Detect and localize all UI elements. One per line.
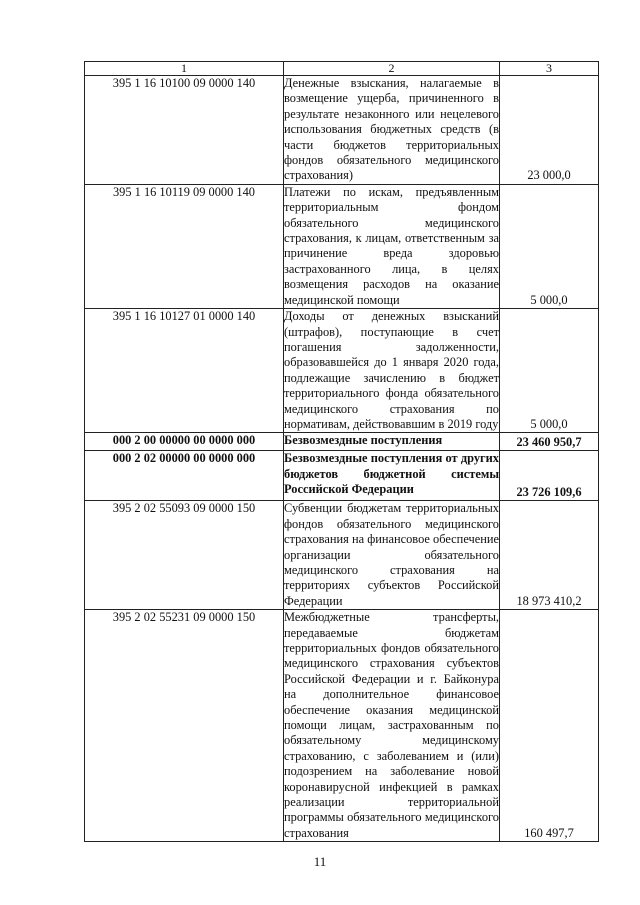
table-row xyxy=(85,184,599,308)
table-header-row xyxy=(85,62,599,76)
column-header-description: 2 xyxy=(284,62,500,76)
budget-revenue-table xyxy=(84,61,599,842)
column-header-amount: 3 xyxy=(500,62,599,76)
budget-code-cell: 000 2 02 00000 00 0000 000 xyxy=(85,451,284,501)
amount-cell: 23 000,0 xyxy=(500,76,599,185)
table-row xyxy=(85,309,599,433)
description-cell: Доходы от денежных взысканий (штрафов), поступающие в счет погашения задолженности, образовавшейся до 1 января 2020 года, подлежащие зачислению в бюджет территориального фонда обязательного медицинского страхования по нормативам, действовавшим в 2019 году xyxy=(284,309,499,431)
budget-code-cell: 395 1 16 10119 09 0000 140 xyxy=(85,184,284,308)
description-cell: Денежные взыскания, налагаемые в возмещение ущерба, причиненного в результате незаконного или нецелевого использования бюджетных средств (в части бюджетов территориальных фондов обязательного медицинского страхования) xyxy=(284,76,499,183)
description-cell: Платежи по искам, предъявленным территориальным фондом обязательного медицинского страхования, к лицам, ответственным за причинение вреда здоровью застрахованного лица, в целях возмещения расходов на оказание медицинской помощи xyxy=(284,184,499,307)
amount-cell: 23 726 109,6 xyxy=(500,451,599,501)
budget-code-cell: 395 2 02 55231 09 0000 150 xyxy=(85,610,284,842)
table-row xyxy=(85,610,599,842)
description-cell: Безвозмездные поступления от других бюджетов бюджетной системы Российской Федерации xyxy=(284,451,500,501)
column-header-code: 1 xyxy=(85,62,284,76)
amount-cell: 160 497,7 xyxy=(500,610,599,842)
budget-code-cell: 395 1 16 10100 09 0000 140 xyxy=(85,76,284,185)
page-number: 11 xyxy=(313,854,327,869)
amount-cell: 5 000,0 xyxy=(500,184,599,308)
amount-cell: 5 000,0 xyxy=(500,309,599,433)
table-row-subtotal xyxy=(85,451,599,501)
table-row-total xyxy=(85,433,599,451)
amount-cell: 23 460 950,7 xyxy=(500,433,599,451)
description-cell: Межбюджетные трансферты, передаваемые бюджетам территориальных фондов обязательного медицинского страхования субъектов Российской Федерации и г. Байконура на дополнительное финансовое обеспечение оказания медицинской помощи лицам, застрахованным по обязательному медицинскому страхованию, с заболеванием и (или) подозрением на заболевание новой коронавирусной инфекцией в рамках реализации территориальной программы обязательного медицинского страхования xyxy=(284,610,499,840)
table-row xyxy=(85,76,599,185)
amount-cell: 18 973 410,2 xyxy=(500,501,599,610)
budget-code-cell: 000 2 00 00000 00 0000 000 xyxy=(85,433,284,451)
description-cell: Субвенции бюджетам территориальных фондов обязательного медицинского страхования на финансовое обеспечение организации обязательного медицинского страхования на территориях субъектов Российской Федерации xyxy=(284,501,499,608)
budget-code-cell: 395 1 16 10127 01 0000 140 xyxy=(85,309,284,433)
budget-code-cell: 395 2 02 55093 09 0000 150 xyxy=(85,501,284,610)
table-row xyxy=(85,501,599,610)
description-cell: Безвозмездные поступления xyxy=(284,433,500,451)
